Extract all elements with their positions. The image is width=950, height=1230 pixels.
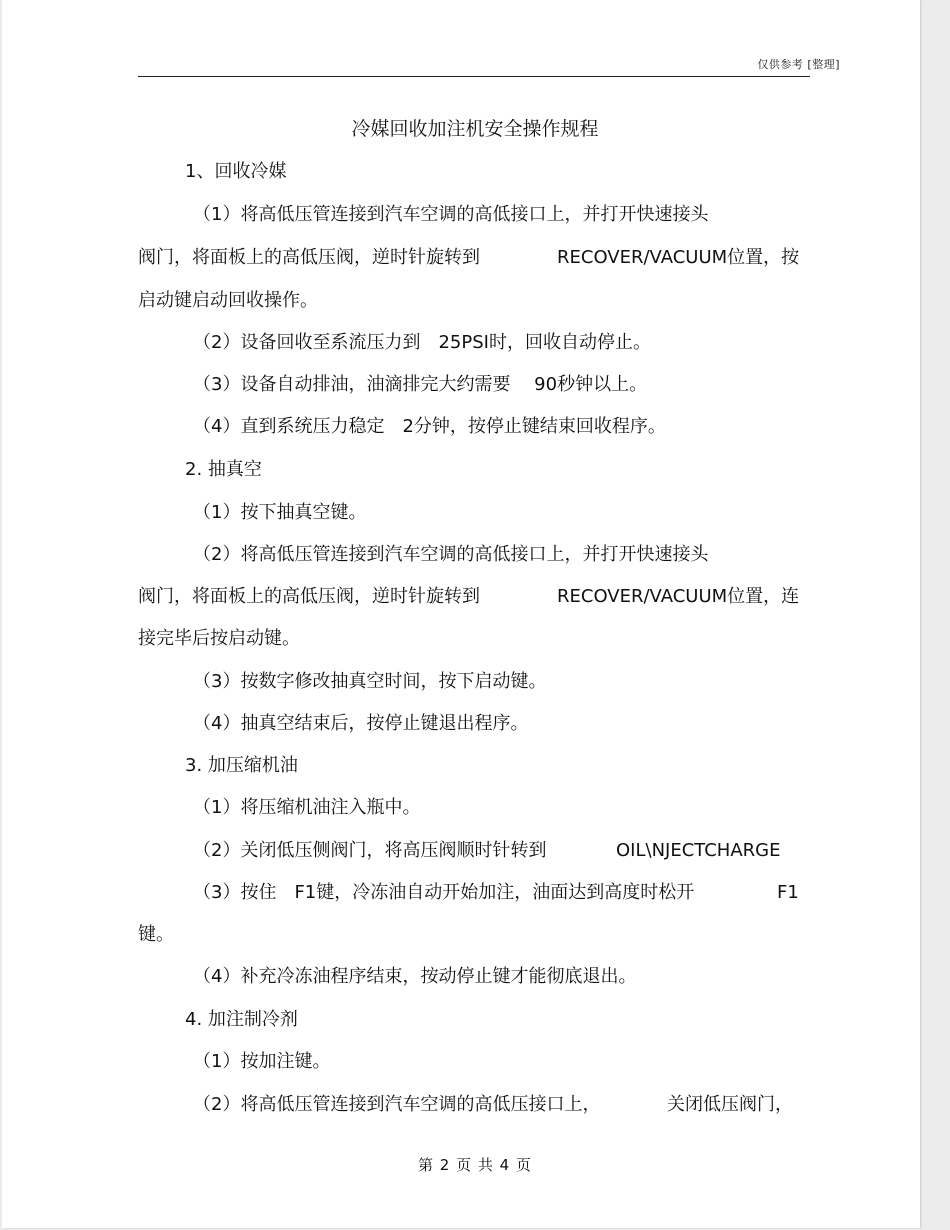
header-rule — [138, 76, 810, 77]
paragraph-line: （3）按数字修改抽真空时间，按下启动键。 — [193, 671, 547, 692]
paragraph-line-tail: 关闭低压阀门， — [667, 1094, 793, 1115]
paragraph-line: （2）设备回收至系流压力到 25PSI时，回收自动停止。 — [193, 332, 651, 353]
paragraph-line: （2）关闭低压侧阀门，将高压阀顺时针转到 — [193, 840, 547, 861]
document-title: 冷媒回收加注机安全操作规程 — [351, 118, 599, 140]
section-heading: 2. 抽真空 — [185, 459, 262, 480]
paragraph-line: （3）设备自动排油，油滴排完大约需要 90秒钟以上。 — [193, 374, 648, 395]
document-page — [2, 0, 920, 1228]
paragraph-line: 阀门，将面板上的高低压阀，逆时针旋转到 — [138, 247, 480, 268]
paragraph-line: （1）按加注键。 — [193, 1051, 331, 1072]
paragraph-line: （4）补充冷冻油程序结束，按动停止键才能彻底退出。 — [193, 966, 637, 987]
paragraph-line: （3）按住 F1键，冷冻油自动开始加注，油面达到高度时松开 — [193, 882, 695, 903]
paragraph-line: 键。 — [138, 924, 174, 945]
paragraph-line: （1）将高低压管连接到汽车空调的高低接口上，并打开快速接头 — [193, 204, 709, 225]
paragraph-line: 阀门，将面板上的高低压阀，逆时针旋转到 — [138, 586, 480, 607]
section-heading: 1、回收冷媒 — [185, 161, 287, 182]
paragraph-line-tail: F1 — [777, 882, 799, 903]
paragraph-line: （4）直到系统压力稳定 2分钟，按停止键结束回收程序。 — [193, 416, 666, 437]
paragraph-line: （2）将高低压管连接到汽车空调的高低压接口上， — [193, 1094, 601, 1115]
paragraph-line-tail: OIL\NJECTCHARGE — [616, 840, 781, 861]
paragraph-line-tail: RECOVER/VACUUM位置，按 — [557, 247, 800, 268]
paragraph-line-tail: RECOVER/VACUUM位置，连 — [557, 586, 800, 607]
paragraph-line: （1）按下抽真空键。 — [193, 502, 367, 523]
section-heading: 4. 加注制冷剂 — [185, 1009, 298, 1030]
paragraph-line: 接完毕后按启动键。 — [138, 628, 300, 649]
paragraph-line: （1）将压缩机油注入瓶中。 — [193, 797, 421, 818]
header-note: 仅供参考 [整理] — [757, 58, 840, 71]
paragraph-line: （4）抽真空结束后，按停止键退出程序。 — [193, 713, 529, 734]
paragraph-line: （2）将高低压管连接到汽车空调的高低接口上，并打开快速接头 — [193, 544, 709, 565]
section-heading: 3. 加压缩机油 — [185, 755, 298, 776]
paragraph-line: 启动键启动回收操作。 — [138, 290, 318, 311]
page-number: 第 2 页 共 4 页 — [418, 1156, 532, 1174]
